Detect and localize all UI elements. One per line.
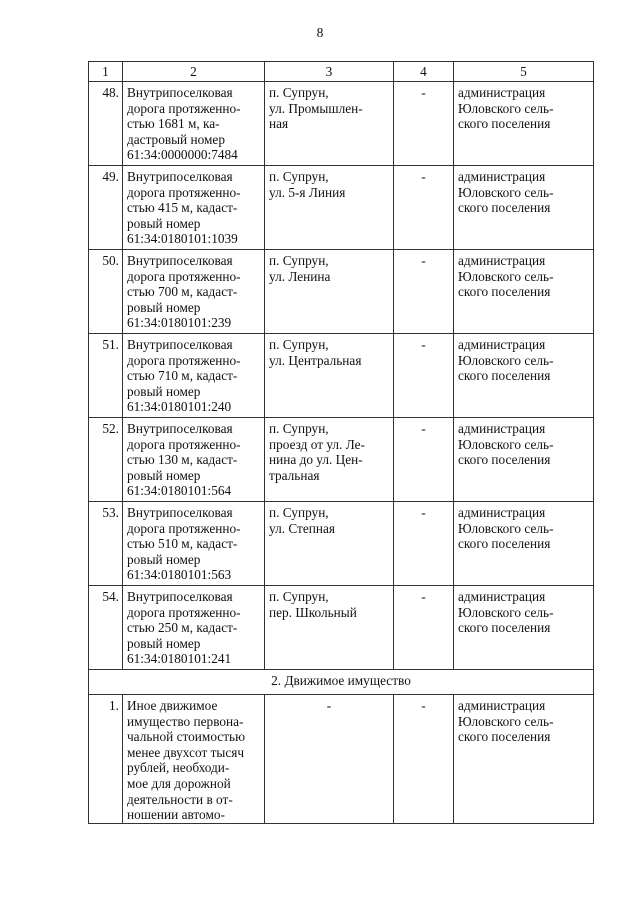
owner-cell xyxy=(454,166,594,250)
column-header: 3 xyxy=(265,62,394,82)
address-line: проезд от ул. Ле- xyxy=(269,436,365,452)
table-row xyxy=(89,502,594,586)
owner-cell xyxy=(454,418,594,502)
object-name-line: стью 510 м, кадаст- xyxy=(127,536,238,552)
row-number-cell: 51. xyxy=(89,334,123,418)
owner-line: администрация xyxy=(458,421,546,436)
owner-line: администрация xyxy=(458,589,546,604)
address-line: ул. Степная xyxy=(269,520,336,536)
address-line: п. Супрун, xyxy=(269,85,329,100)
address-line: п. Супрун, xyxy=(269,253,329,268)
address-cell xyxy=(265,82,394,166)
owner-line: Юловского сель- xyxy=(458,436,554,452)
address-line: тральная xyxy=(269,467,320,483)
owner-cell xyxy=(454,502,594,586)
address-cell xyxy=(265,418,394,502)
object-name-line: стью 1681 м, ка- xyxy=(127,116,220,132)
object-name-cell xyxy=(123,586,265,670)
address-cell xyxy=(265,250,394,334)
owner-line: Юловского сель- xyxy=(458,520,554,536)
row-number-cell: 1. xyxy=(89,695,123,824)
address-line: - xyxy=(326,698,332,713)
object-name-line: Внутрипоселковая xyxy=(127,253,233,268)
address-line: ул. 5-я Линия xyxy=(269,184,346,200)
row-number-cell: 54. xyxy=(89,586,123,670)
owner-line: Юловского сель- xyxy=(458,604,554,620)
address-cell xyxy=(265,334,394,418)
object-name-line: чальной стоимостью xyxy=(127,729,246,745)
object-name-line: 61:34:0000000:7484 xyxy=(127,147,238,163)
address-line: пер. Школьный xyxy=(269,604,357,620)
object-name-cell xyxy=(123,166,265,250)
property-registry-table xyxy=(88,61,594,824)
owner-line: администрация xyxy=(458,698,546,713)
owner-line: администрация xyxy=(458,253,546,268)
object-name-line: Внутрипоселковая xyxy=(127,421,233,436)
row-number-cell: 48. xyxy=(89,82,123,166)
row-number-cell: 52. xyxy=(89,418,123,502)
owner-cell xyxy=(454,82,594,166)
owner-line: Юловского сель- xyxy=(458,268,554,284)
object-name-line: дорога протяженно- xyxy=(127,184,241,200)
owner-line: ского поселения xyxy=(458,200,551,216)
address-line: ул. Ленина xyxy=(269,268,331,284)
address-line: ная xyxy=(269,116,289,132)
owner-line: администрация xyxy=(458,337,546,352)
object-name-line: 61:34:0180101:241 xyxy=(127,651,232,667)
object-name-line: менее двухсот тысяч xyxy=(127,744,245,760)
table-row xyxy=(89,695,594,824)
column-header: 1 xyxy=(89,62,123,82)
address-cell xyxy=(265,166,394,250)
object-name-line: дорога протяженно- xyxy=(127,352,241,368)
address-cell xyxy=(265,695,394,824)
row-number-cell: 49. xyxy=(89,166,123,250)
object-name-line: стью 710 м, кадаст- xyxy=(127,368,238,384)
address-line: п. Супрун, xyxy=(269,337,329,352)
row-number-cell: 50. xyxy=(89,250,123,334)
object-name-line: ровый номер xyxy=(127,299,201,315)
object-name-cell xyxy=(123,82,265,166)
page-number: 8 xyxy=(316,25,324,40)
address-cell xyxy=(265,586,394,670)
address-line: п. Супрун, xyxy=(269,505,329,520)
object-name-line: стью 250 м, кадаст- xyxy=(127,620,238,636)
object-name-line: стью 415 м, кадаст- xyxy=(127,200,238,216)
owner-line: ского поселения xyxy=(458,729,551,745)
col4-cell: - xyxy=(394,586,454,670)
section-row xyxy=(89,670,594,695)
owner-cell xyxy=(454,250,594,334)
object-name-line: Внутрипоселковая xyxy=(127,85,233,100)
object-name-line: 61:34:0180101:564 xyxy=(127,483,232,499)
table-row xyxy=(89,418,594,502)
object-name-line: ровый номер xyxy=(127,635,201,651)
object-name-cell xyxy=(123,334,265,418)
owner-line: ского поселения xyxy=(458,284,551,300)
owner-line: администрация xyxy=(458,169,546,184)
object-name-line: ровый номер xyxy=(127,467,201,483)
object-name-line: дастровый номер xyxy=(127,131,225,147)
object-name-line: дорога протяженно- xyxy=(127,604,241,620)
owner-line: Юловского сель- xyxy=(458,713,554,729)
address-line: ул. Центральная xyxy=(269,352,362,368)
owner-cell xyxy=(454,334,594,418)
col4-cell: - xyxy=(394,82,454,166)
table-row xyxy=(89,250,594,334)
object-name-line: дорога протяженно- xyxy=(127,520,241,536)
object-name-line: Внутрипоселковая xyxy=(127,337,233,352)
object-name-line: деятельности в от- xyxy=(127,791,233,807)
col4-cell: - xyxy=(394,418,454,502)
address-cell xyxy=(265,502,394,586)
owner-line: Юловского сель- xyxy=(458,100,554,116)
col4-cell: - xyxy=(394,166,454,250)
object-name-line: 61:34:0180101:240 xyxy=(127,399,232,415)
address-line: п. Супрун, xyxy=(269,169,329,184)
owner-cell xyxy=(454,695,594,824)
object-name-line: дорога протяженно- xyxy=(127,268,241,284)
object-name-line: ношении автомо- xyxy=(127,807,225,823)
object-name-line: ровый номер xyxy=(127,215,201,231)
object-name-line: 61:34:0180101:239 xyxy=(127,315,232,331)
object-name-line: стью 700 м, кадаст- xyxy=(127,284,238,300)
owner-line: ского поселения xyxy=(458,368,551,384)
table-row xyxy=(89,166,594,250)
owner-line: администрация xyxy=(458,85,546,100)
object-name-line: мое для дорожной xyxy=(127,775,231,791)
section-title: 2. Движимое имущество xyxy=(89,670,594,695)
object-name-line: Внутрипоселковая xyxy=(127,505,233,520)
owner-line: администрация xyxy=(458,505,546,520)
column-header: 5 xyxy=(454,62,594,82)
col4-cell: - xyxy=(394,334,454,418)
object-name-line: стью 130 м, кадаст- xyxy=(127,452,238,468)
owner-line: ского поселения xyxy=(458,452,551,468)
address-line: п. Супрун, xyxy=(269,589,329,604)
object-name-line: 61:34:0180101:1039 xyxy=(127,231,238,247)
address-line: ул. Промышлен- xyxy=(269,100,363,116)
table-row xyxy=(89,82,594,166)
object-name-line: Внутрипоселковая xyxy=(127,169,233,184)
object-name-line: Внутрипоселковая xyxy=(127,589,233,604)
object-name-cell xyxy=(123,502,265,586)
object-name-cell xyxy=(123,250,265,334)
owner-line: Юловского сель- xyxy=(458,352,554,368)
column-header: 4 xyxy=(394,62,454,82)
object-name-line: дорога протяженно- xyxy=(127,436,241,452)
owner-line: ского поселения xyxy=(458,536,551,552)
column-header: 2 xyxy=(123,62,265,82)
object-name-cell xyxy=(123,418,265,502)
owner-line: ского поселения xyxy=(458,116,551,132)
col4-cell: - xyxy=(394,502,454,586)
owner-cell xyxy=(454,586,594,670)
object-name-line: Иное движимое xyxy=(127,698,218,713)
table-row xyxy=(89,334,594,418)
address-line: п. Супрун, xyxy=(269,421,329,436)
address-line: нина до ул. Цен- xyxy=(269,452,363,468)
row-number-cell: 53. xyxy=(89,502,123,586)
object-name-cell xyxy=(123,695,265,824)
object-name-line: имущество первона- xyxy=(127,713,244,729)
table-row xyxy=(89,586,594,670)
object-name-line: дорога протяженно- xyxy=(127,100,241,116)
header-row xyxy=(89,62,594,82)
owner-line: ского поселения xyxy=(458,620,551,636)
object-name-line: 61:34:0180101:563 xyxy=(127,567,232,583)
owner-line: Юловского сель- xyxy=(458,184,554,200)
object-name-line: ровый номер xyxy=(127,383,201,399)
object-name-line: рублей, необходи- xyxy=(127,760,230,776)
object-name-line: ровый номер xyxy=(127,551,201,567)
col4-cell: - xyxy=(394,695,454,824)
col4-cell: - xyxy=(394,250,454,334)
